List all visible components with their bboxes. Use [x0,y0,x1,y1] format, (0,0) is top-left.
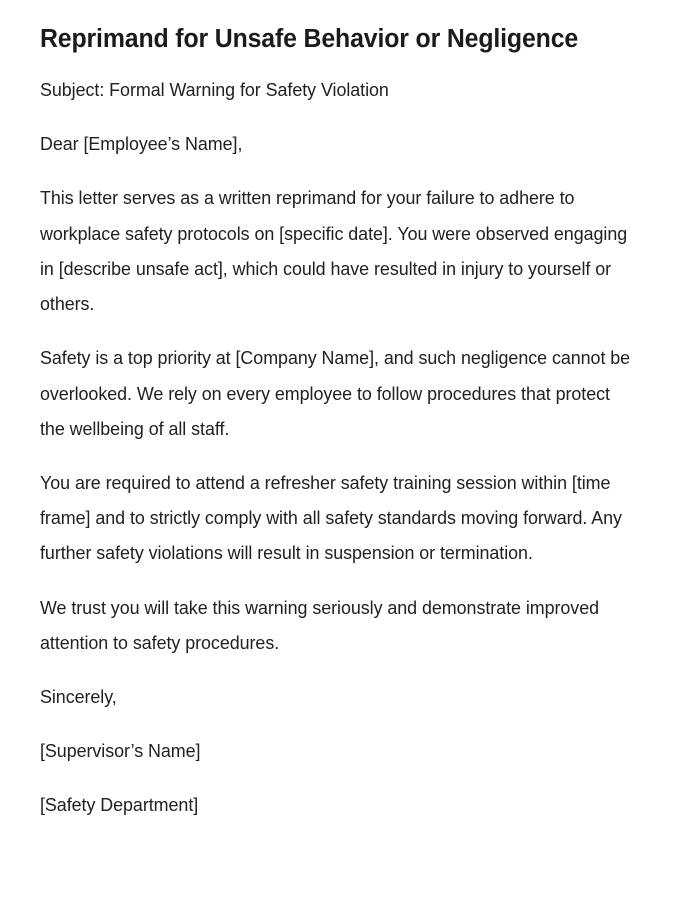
signature-supervisor-name: [Supervisor’s Name] [40,740,201,762]
body-paragraph-4: We trust you will take this warning seriously and demonstrate improved attention to safety procedures. [40,596,600,653]
page-title: Reprimand for Unsafe Behavior or Negligence [40,25,579,53]
subject-line: Subject: Formal Warning for Safety Violation [40,79,389,101]
signature-department: [Safety Department] [40,794,199,816]
closing-line: Sincerely, [40,685,117,707]
document-body [40,0,632,823]
salutation-line: Dear [Employee’s Name], [40,133,243,155]
body-paragraph-1: This letter serves as a written reprimand for your failure to adhere to workplace safety protocols on [specific date]. You were observed engaging in [describe unsafe act], which could have resulted in injury to yourself or others. [40,187,628,315]
body-paragraph-2: Safety is a top priority at [Company Name], and such negligence cannot be overlooked. We rely on every employee to follow procedures that protect the wellbeing of all staff. [40,347,631,439]
body-paragraph-3: You are required to attend a refresher safety training session within [time frame] and to strictly comply with all safety standards moving forward. Any further safety violations will result in suspension or termination. [40,471,622,564]
